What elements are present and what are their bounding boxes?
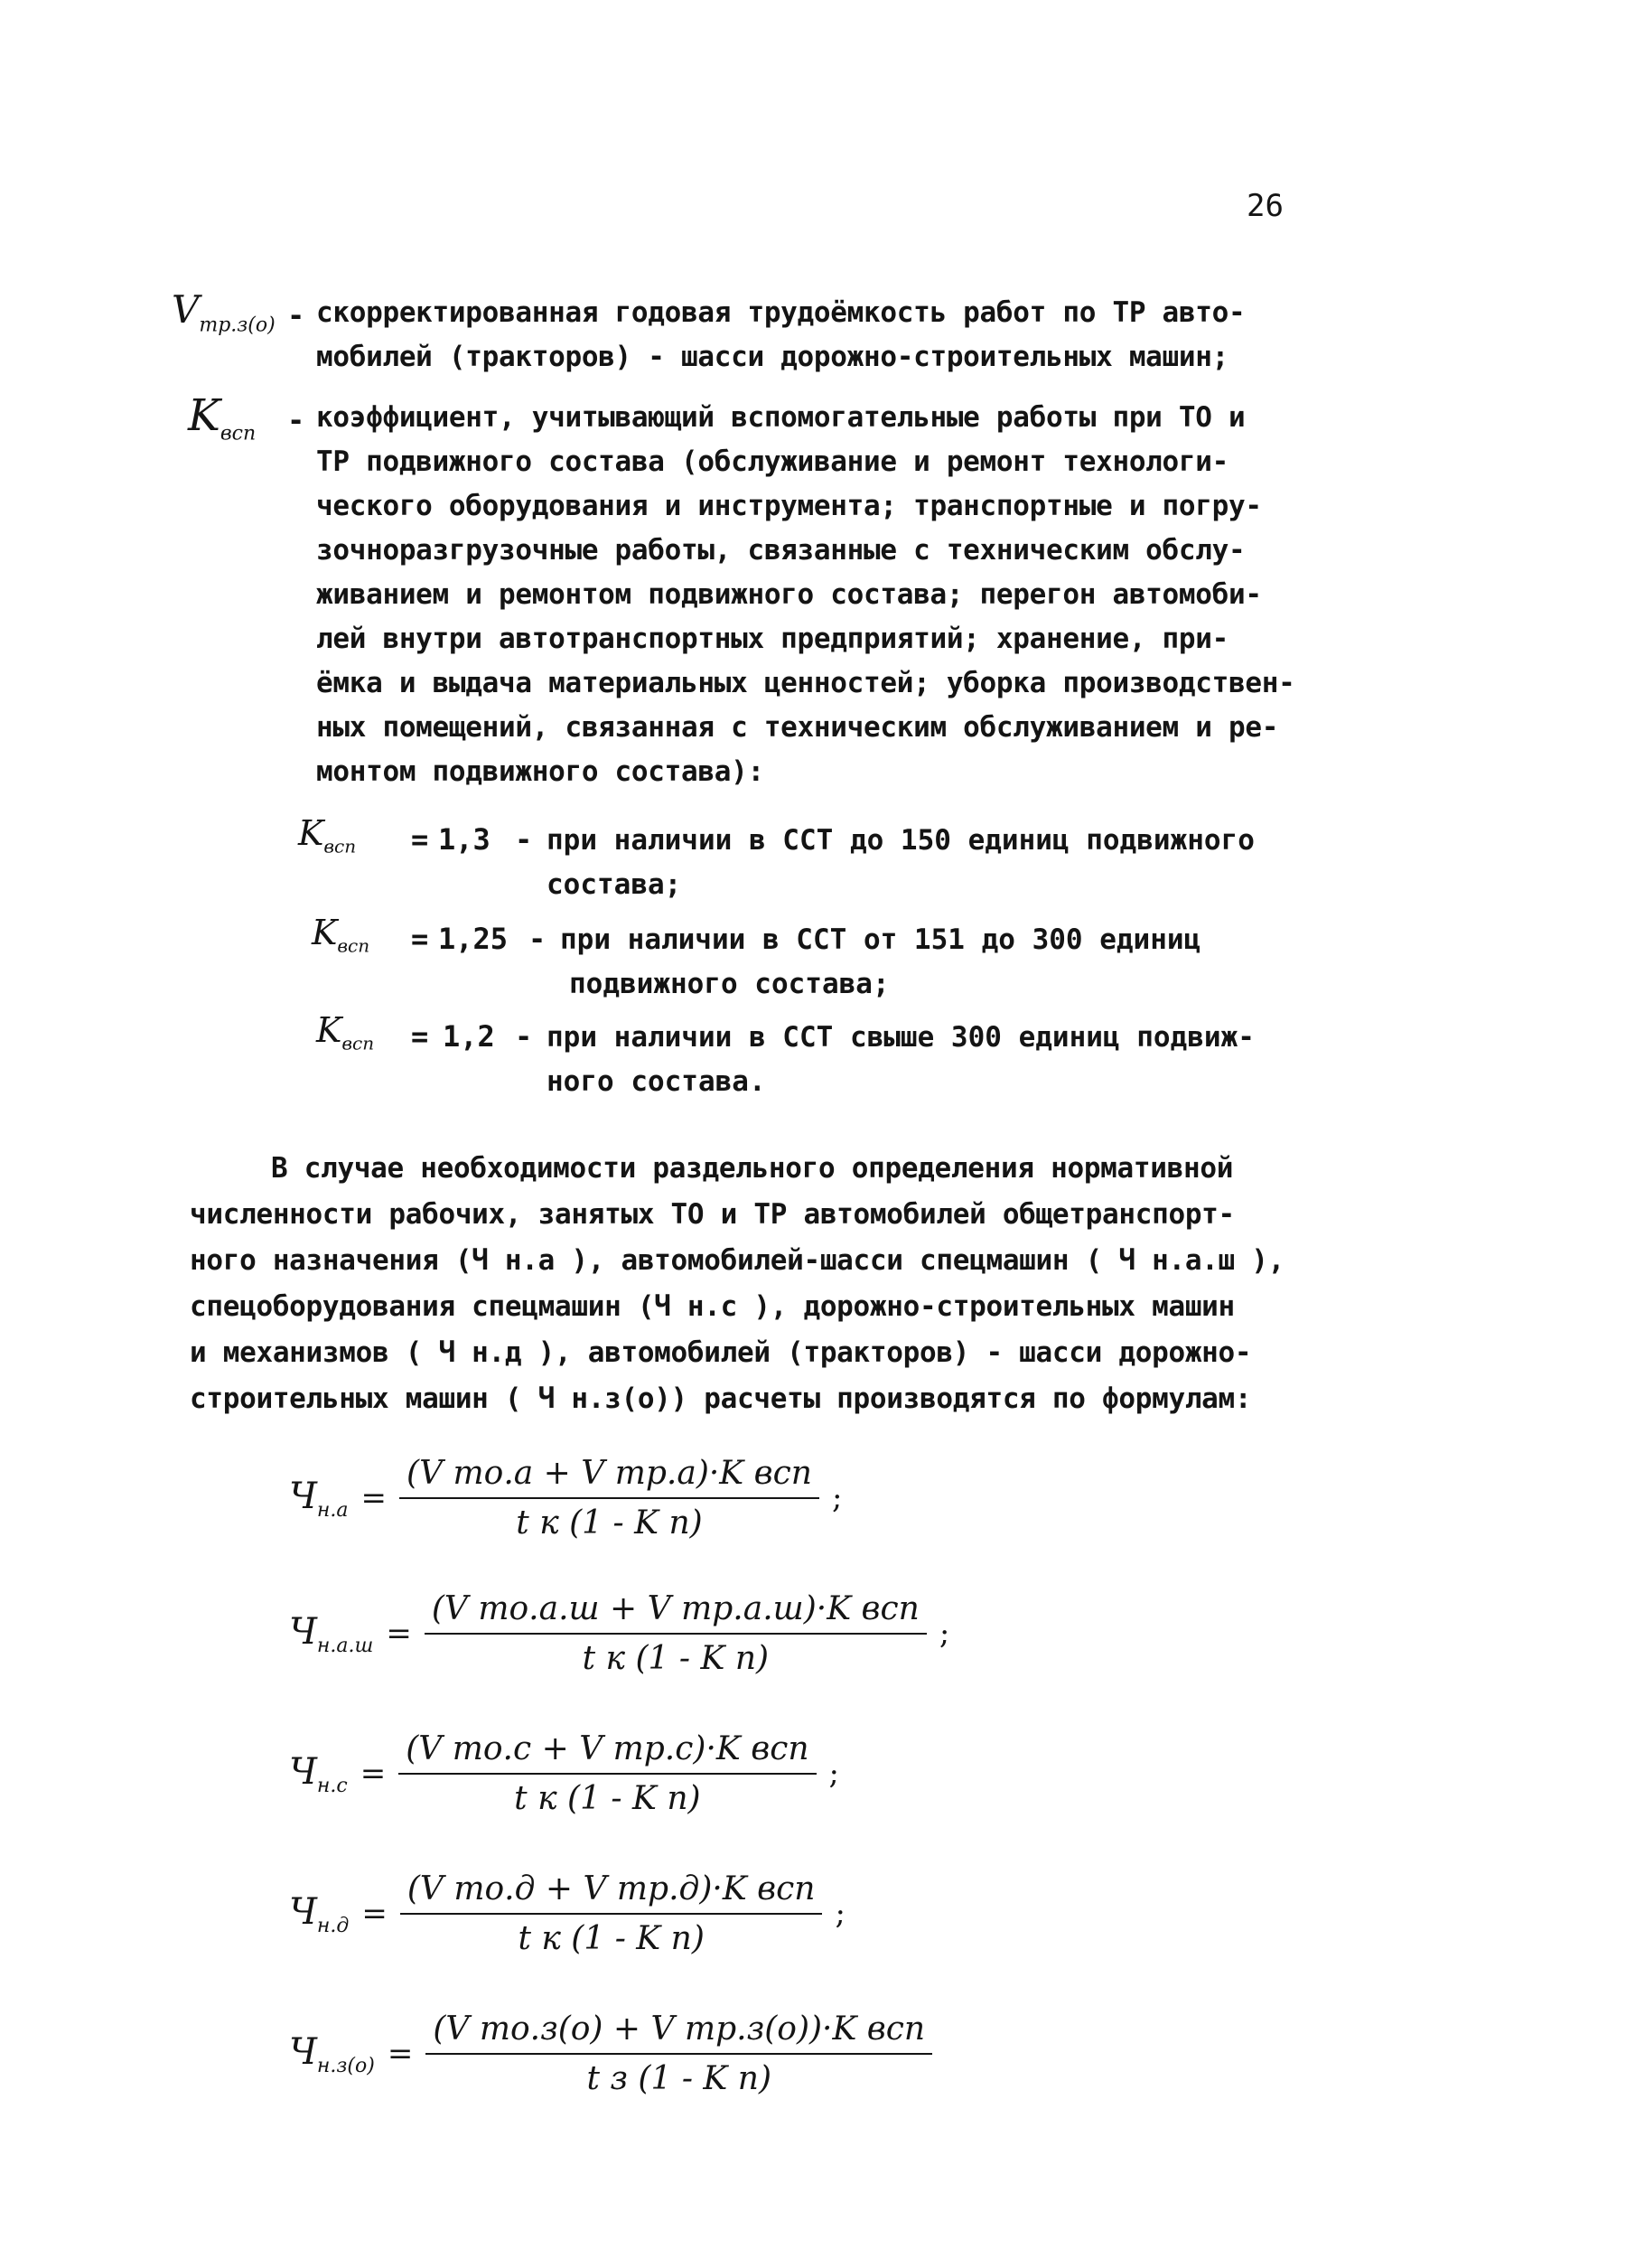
formula-equals: = bbox=[360, 1480, 388, 1516]
text-line: ёмка и выдача материальных ценностей; уборка производствен- bbox=[316, 667, 1295, 699]
text-line: коэффициент, учитывающий вспомогательные работы при ТО и bbox=[316, 401, 1246, 434]
text-line: скорректированная годовая трудоёмкость работ по ТР авто- bbox=[316, 296, 1246, 329]
formula-lhs bbox=[289, 1891, 349, 1937]
formula-denominator: t к (1 - K п) bbox=[518, 1920, 705, 1957]
formula-numerator: (V то.з(о) + V тр.з(о))·K всп bbox=[433, 2010, 926, 2048]
definition-symbol bbox=[172, 287, 276, 336]
text-line: численности рабочих, занятых ТО и ТР автомобилей общетранспорт- bbox=[190, 1198, 1235, 1231]
formula-fraction bbox=[398, 1730, 816, 1817]
coefficient-dash: - bbox=[515, 822, 533, 857]
lhs-symbol: Ч bbox=[289, 1890, 317, 1933]
lhs-symbol: Ч bbox=[289, 1610, 317, 1653]
formula-equals: = bbox=[361, 1896, 388, 1932]
coefficient-equals: = bbox=[411, 1019, 429, 1054]
definition-text bbox=[316, 396, 1373, 794]
text-line: и механизмов ( Ч н.д ), автомобилей (тракторов) - шасси дорожно- bbox=[190, 1336, 1252, 1369]
text-line: лей внутри автотранспортных предприятий; хранение, при- bbox=[316, 623, 1229, 655]
coefficient-description bbox=[547, 1016, 1255, 1104]
definition-text bbox=[316, 291, 1373, 380]
formula bbox=[289, 1870, 846, 1957]
coefficient-equals: = bbox=[411, 822, 429, 857]
formula-terminator: ; bbox=[835, 1896, 846, 1932]
formula bbox=[289, 1455, 842, 1542]
lhs-subscript: н.с bbox=[316, 1774, 348, 1797]
symbol-subscript: тр.з(о) bbox=[199, 314, 276, 337]
coefficient-symbol bbox=[312, 913, 369, 957]
symbol-subscript: всп bbox=[220, 422, 257, 445]
formula-denominator: t к (1 - K п) bbox=[582, 1640, 770, 1677]
formula-denominator: t к (1 - K п) bbox=[514, 1780, 701, 1817]
text-line: ного назначения (Ч н.а ), автомобилей-шасси спецмашин ( Ч н.а.ш ), bbox=[190, 1244, 1285, 1277]
symbol-main: K bbox=[188, 390, 220, 441]
symbol-subscript: всп bbox=[341, 1032, 375, 1054]
coefficient-value: 1,3 bbox=[438, 822, 490, 857]
text-line: ного состава. bbox=[547, 1065, 766, 1098]
text-line: при наличии в ССТ до 150 единиц подвижного bbox=[547, 824, 1255, 857]
definition-symbol bbox=[188, 390, 256, 445]
text-line: ных помещений, связанная с техническим обслуживанием и ре- bbox=[316, 711, 1279, 744]
text-line: спецоборудования спецмашин (Ч н.с ), дорожно-строительных машин bbox=[190, 1290, 1235, 1323]
text-line: зочноразгрузочные работы, связанные с техническим обслу- bbox=[316, 534, 1246, 567]
formula-equals: = bbox=[387, 2036, 414, 2072]
text-line: строительных машин ( Ч н.з(о)) расчеты производятся по формулам: bbox=[190, 1382, 1252, 1415]
symbol-main: V bbox=[172, 287, 200, 332]
coefficient-value: 1,25 bbox=[438, 922, 509, 956]
coefficient-description bbox=[560, 918, 1201, 1007]
formula-denominator: t з (1 - K п) bbox=[586, 2060, 771, 2097]
text-line: мобилей (тракторов) - шасси дорожно-строительных машин; bbox=[316, 341, 1229, 373]
formula-lhs bbox=[289, 1476, 349, 1522]
lhs-symbol: Ч bbox=[289, 1475, 317, 1517]
paragraph bbox=[190, 1146, 1285, 1422]
formula-terminator: ; bbox=[828, 1756, 840, 1792]
text-line: при наличии в ССТ свыше 300 единиц подвиж- bbox=[547, 1021, 1255, 1054]
text-line: монтом подвижного состава): bbox=[316, 755, 764, 788]
text-line: В случае необходимости раздельного определения нормативной bbox=[271, 1152, 1234, 1185]
formula-numerator: (V то.с + V тр.с)·K всп bbox=[406, 1730, 809, 1767]
lhs-subscript: н.а.ш bbox=[316, 1634, 374, 1657]
coefficient-symbol bbox=[298, 813, 356, 858]
formula-equals: = bbox=[360, 1756, 387, 1792]
symbol-main: K bbox=[298, 813, 324, 853]
definition-dash: - bbox=[287, 298, 305, 333]
formula-lhs bbox=[289, 2031, 375, 2077]
coefficient-description bbox=[547, 819, 1255, 907]
lhs-subscript: н.а bbox=[316, 1498, 349, 1522]
formula-fraction bbox=[425, 1590, 927, 1677]
coefficient-dash: - bbox=[528, 922, 547, 956]
formula-denominator: t к (1 - K п) bbox=[516, 1504, 703, 1542]
symbol-main: K bbox=[316, 1010, 342, 1050]
text-line: подвижного состава; bbox=[569, 968, 890, 1000]
formula bbox=[289, 2010, 945, 2097]
formula-equals: = bbox=[386, 1616, 412, 1652]
lhs-subscript: н.д bbox=[316, 1914, 350, 1937]
symbol-subscript: всп bbox=[323, 835, 357, 858]
formula bbox=[289, 1590, 949, 1677]
formula-numerator: (V то.а.ш + V тр.а.ш)·K всп bbox=[431, 1590, 920, 1627]
formula bbox=[289, 1730, 839, 1817]
lhs-symbol: Ч bbox=[289, 1750, 317, 1793]
coefficient-dash: - bbox=[515, 1019, 533, 1054]
coefficient-symbol bbox=[316, 1010, 374, 1054]
formula-fraction bbox=[399, 1455, 819, 1542]
formula-lhs bbox=[289, 1611, 373, 1657]
lhs-subscript: н.з(о) bbox=[316, 2054, 375, 2077]
coefficient-equals: = bbox=[411, 922, 429, 956]
lhs-symbol: Ч bbox=[289, 2030, 317, 2073]
text-line: состава; bbox=[547, 868, 682, 901]
formula-terminator: ; bbox=[939, 1616, 950, 1652]
text-line: ческого оборудования и инструмента; транспортные и погру- bbox=[316, 490, 1262, 522]
formula-terminator: ; bbox=[831, 1480, 843, 1516]
text-line: при наличии в ССТ от 151 до 300 единиц bbox=[560, 923, 1201, 956]
page-number: 26 bbox=[1247, 188, 1284, 224]
formula-numerator: (V то.д + V тр.д)·K всп bbox=[406, 1870, 816, 1907]
text-line: живанием и ремонтом подвижного состава; перегон автомоби- bbox=[316, 578, 1262, 611]
symbol-main: K bbox=[312, 913, 338, 952]
coefficient-value: 1,2 bbox=[443, 1019, 495, 1054]
text-line: ТР подвижного состава (обслуживание и ремонт технологи- bbox=[316, 445, 1229, 478]
symbol-subscript: всп bbox=[337, 934, 370, 957]
formula-lhs bbox=[289, 1751, 348, 1797]
formula-fraction bbox=[425, 2010, 932, 2097]
definition-dash: - bbox=[287, 403, 305, 437]
formula-fraction bbox=[400, 1870, 823, 1957]
formula-numerator: (V то.а + V тр.а)·K всп bbox=[406, 1455, 812, 1492]
